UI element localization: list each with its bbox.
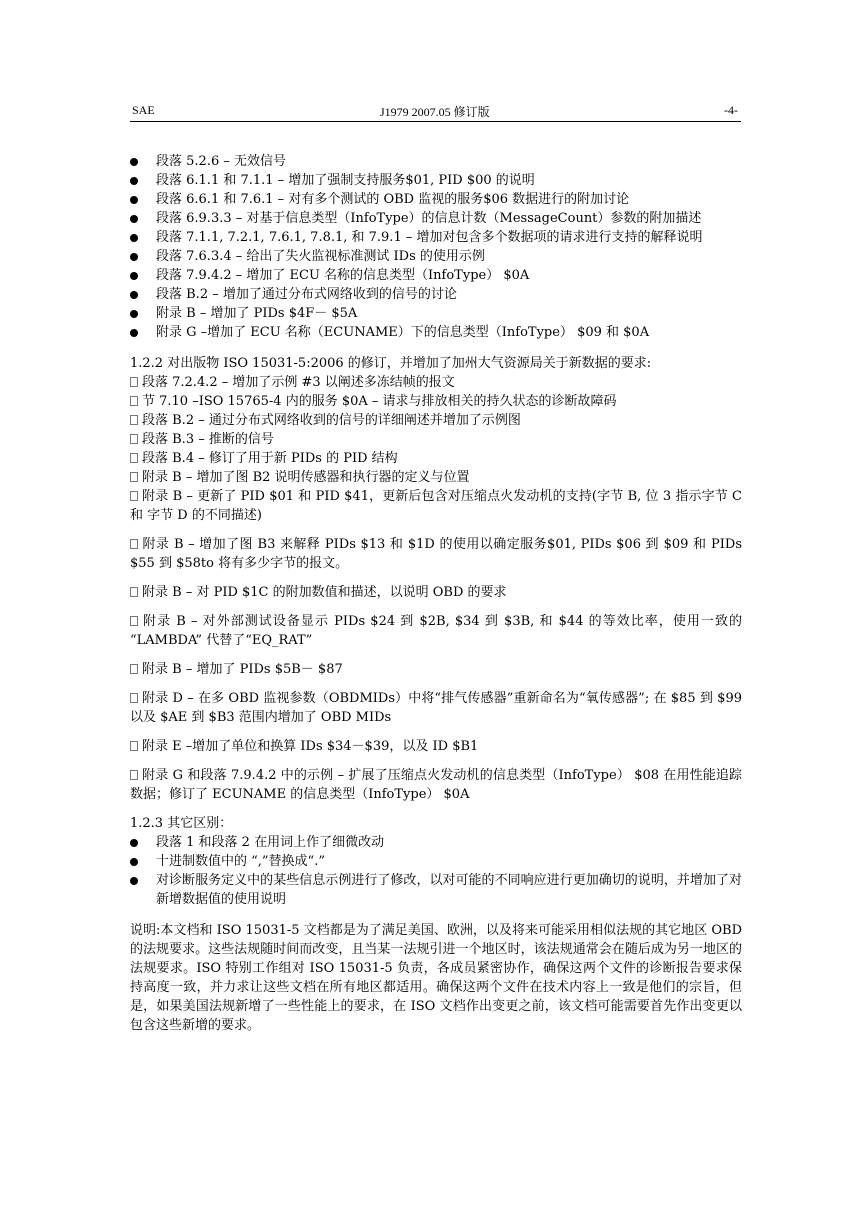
bullet-icon [130,310,138,318]
list-item: 段落 6.9.3.3 – 对基于信息类型（InfoType）的信息计数（MessageCount）参数的附加描述 [130,209,742,228]
checkbox-glyph-icon [130,664,138,674]
header-center: J1979 2007.05 修订版 [380,105,490,119]
explanatory-note: 说明:本文档和 ISO 15031-5 文档都是为了满足美国、欧洲，以及将来可能采用相似法规的其它地区 OBD 的法规要求。这些法规随时间而改变，且当某一法规引进一个地区时，该法规通常会在随后成为另一地区的法规要求。ISO 特别工作组对 ISO 15031-5 负责，各成员紧密协作，确保这两个文件的诊断报告要求保持高度一致，并力求让这些文档在所有地区都适用。确保这两个文件在技术内容上一致是他们的宗旨，但是，如果美国法规新增了一些性能上的要求，在 ISO 文档作出变更之前，该文档可能需要首先作出变更以包含这些新增的要求。 [130,923,742,1033]
checkbox-glyph-icon [130,770,138,780]
bullet-icon [130,158,138,166]
checkbox-glyph-icon [130,434,138,444]
checkbox-glyph-icon [130,616,138,626]
page-header [130,103,740,121]
list-item: 段落 B.4 – 修订了用于新 PIDs 的 PID 结构 [130,449,742,468]
bullet-icon [130,877,138,885]
header-rule [130,121,741,122]
list-item: 附录 D – 在多 OBD 监视参数（OBDMIDs）中将“排气传感器”重新命名为“氧传感器”; 在 $85 到 $99 以及 $AE 到 $B3 范围内增加了 OBD MIDs [130,691,742,725]
list-item: 段落 1 和段落 2 在用词上作了细微改动 [130,833,742,852]
list-item: 段落 6.1.1 和 7.1.1 – 增加了强制支持服务$01, PID $00 的说明 [130,171,742,190]
bullet-icon [130,839,138,847]
list-item: 对诊断服务定义中的某些信息示例进行了修改，以对可能的不同响应进行更加确切的说明，并增加了对新增数据值的使用说明 [130,871,742,909]
list-item: 附录 B – 更新了 PID $01 和 PID $41，更新后包含对压缩点火发动机的支持(字节 B, 位 3 指示字节 C 和 字节 D 的不同描述) [130,489,742,523]
bullet-icon [130,253,138,261]
bullet-icon [130,234,138,242]
list-item: 段落 5.2.6 – 无效信号 [130,152,742,171]
list-item: 节 7.10 –ISO 15765-4 内的服务 $0A – 请求与排放相关的持久状态的诊断故障码 [130,392,742,411]
list-item: 段落 7.6.3.4 – 给出了失火监视标准测试 IDs 的使用示例 [130,247,742,266]
section-heading-1-2-3: 1.2.3 其它区别： [130,816,233,831]
list-item: 段落 B.2 – 增加了通过分布式网络收到的信号的讨论 [130,285,742,304]
list-item: 段落 B.2 – 通过分布式网络收到的信号的详细阐述并增加了示例图 [130,411,742,430]
bullet-icon [130,177,138,185]
checkbox-glyph-icon [130,453,138,463]
section-heading-1-2-2: 1.2.2 对出版物 ISO 15031-5:2006 的修订，并增加了加州大气资源局关于新数据的要求: [130,356,652,371]
list-item: 段落 7.9.4.2 – 增加了 ECU 名称的信息类型（InfoType） $0A [130,266,742,285]
checkbox-glyph-icon [130,491,138,501]
document-body [130,152,742,1035]
checkbox-glyph-icon [130,587,138,597]
list-item: 附录 B – 增加了图 B2 说明传感器和执行器的定义与位置 [130,468,742,487]
list-item: 附录 B – 增加了 PIDs $4F－ $5A [130,304,742,323]
header-page-number: -4- [724,103,738,117]
list-item: 附录 B – 对外部测试设备显示 PIDs $24 到 $2B, $34 到 $3B, 和 $44 的等效比率，使用一致的 “LAMBDA” 代替了“EQ_RAT” [130,614,742,648]
list-item: 附录 B – 增加了图 B3 来解释 PIDs $13 和 $1D 的使用以确定服务$01, PIDs $06 到 $09 和 PIDs $55 到 $58to 将有多少字节的报文。 [130,537,742,571]
checkbox-glyph-icon [130,741,138,751]
list-item: 附录 E –增加了单位和换算 IDs $34－$39，以及 ID $B1 [130,737,742,756]
list-item: 附录 B – 增加了 PIDs $5B－ $87 [130,660,742,679]
bullet-icon [130,329,138,337]
checkbox-glyph-icon [130,472,138,482]
checkbox-glyph-icon [130,693,138,703]
list-item: 附录 G –增加了 ECU 名称（ECUNAME）下的信息类型（InfoType） $09 和 $0A [130,323,742,342]
list-item: 段落 6.6.1 和 7.6.1 – 对有多个测试的 OBD 监视的服务$06 数据进行的附加讨论 [130,190,742,209]
revision-bullet-list [130,152,742,342]
bullet-icon [130,291,138,299]
list-item: 十进制数值中的 “,”替换成“.” [130,852,742,871]
bullet-icon [130,196,138,204]
checkbox-glyph-icon [130,396,138,406]
list-item: 附录 G 和段落 7.9.4.2 中的示例 – 扩展了压缩点火发动机的信息类型（InfoType） $08 在用性能追踪数据；修订了 ECUNAME 的信息类型（InfoType） $0A [130,768,742,802]
bullet-icon [130,215,138,223]
list-item: 段落 7.1.1, 7.2.1, 7.6.1, 7.8.1, 和 7.9.1 – 增加对包含多个数据项的请求进行支持的解释说明 [130,228,742,247]
bullet-icon [130,272,138,280]
list-item: 段落 7.2.4.2 – 增加了示例 #3 以阐述多冻结帧的报文 [130,373,742,392]
other-differences-list [130,833,742,909]
list-item: 附录 B – 对 PID $1C 的附加数值和描述，以说明 OBD 的要求 [130,583,742,602]
checkbox-glyph-icon [130,415,138,425]
header-left: SAE [132,103,155,117]
list-item: 段落 B.3 – 推断的信号 [130,430,742,449]
checkbox-glyph-icon [130,539,138,549]
bullet-icon [130,858,138,866]
checkbox-glyph-icon [130,377,138,387]
